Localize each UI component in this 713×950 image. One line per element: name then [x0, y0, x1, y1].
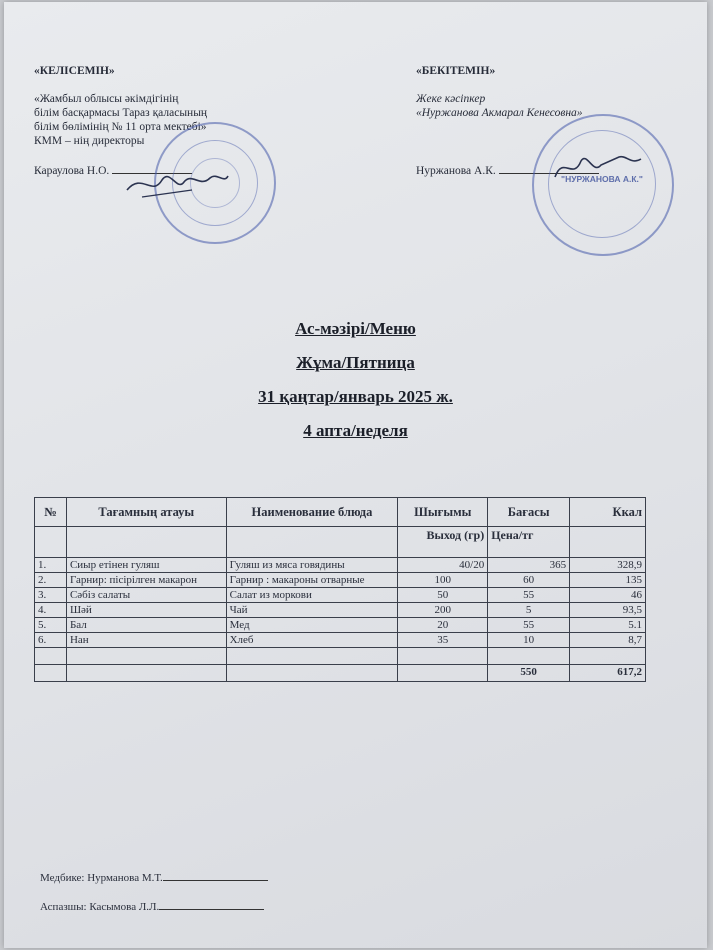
right-signature — [549, 147, 649, 192]
stamp-text: "НУРЖАНОВА А.К." — [561, 174, 643, 184]
dish-kz: Сиыр етінен гуляш — [66, 558, 226, 573]
day-title: Жұма/Пятница — [296, 353, 415, 372]
week-title: 4 апта/неделя — [303, 421, 408, 440]
output-cell: 20 — [398, 618, 488, 633]
kcal-cell: 135 — [570, 573, 646, 588]
row-number: 4. — [35, 603, 67, 618]
org-line-3: білім бөлімінің № 11 орта мектебі» — [34, 121, 207, 133]
org-line-4: КММ – нің директоры — [34, 135, 145, 147]
header-cell: Шығымы — [398, 498, 488, 527]
right-signer: Нуржанова А.К. — [416, 165, 496, 177]
dish-ru: Хлеб — [226, 633, 398, 648]
price-cell: 60 — [488, 573, 570, 588]
subheader-cell: Цена/тг — [488, 527, 570, 558]
output-cell: 40/20 — [398, 558, 488, 573]
kcal-cell: 8,7 — [570, 633, 646, 648]
dish-kz: Сәбіз салаты — [66, 588, 226, 603]
menu-title: Ас-мәзірі/Меню — [295, 319, 416, 338]
header-cell: Бағасы — [488, 498, 570, 527]
cook-label: Аспазшы: Касымова Л.Л. — [40, 901, 160, 913]
role-label: Жеке кәсіпкер — [416, 93, 486, 105]
row-number: 6. — [35, 633, 67, 648]
table-row — [35, 603, 646, 618]
agree-label: «КЕЛІСЕМІН» — [34, 65, 115, 77]
table-subheader-row — [35, 527, 646, 558]
output-cell: 100 — [398, 573, 488, 588]
total-price: 550 — [488, 665, 570, 682]
price-cell: 5 — [488, 603, 570, 618]
kcal-cell: 328,9 — [570, 558, 646, 573]
dish-ru: Гарнир : макароны отварные — [226, 573, 398, 588]
left-signature — [122, 162, 232, 207]
approve-label: «БЕКІТЕМІН» — [416, 65, 496, 77]
subheader-cell: Выход (гр) — [398, 527, 488, 558]
dish-kz: Шәй — [66, 603, 226, 618]
output-cell: 200 — [398, 603, 488, 618]
kcal-cell: 5.1 — [570, 618, 646, 633]
left-signer: Караулова Н.О. — [34, 165, 110, 177]
row-number: 2. — [35, 573, 67, 588]
cook-signature-line — [40, 899, 264, 913]
table-header-row — [35, 498, 646, 527]
header-cell: Ккал — [570, 498, 646, 527]
dish-ru: Салат из моркови — [226, 588, 398, 603]
output-cell: 50 — [398, 588, 488, 603]
table-row — [35, 633, 646, 648]
dish-ru: Гуляш из мяса говядины — [226, 558, 398, 573]
table-row — [35, 558, 646, 573]
row-number: 5. — [35, 618, 67, 633]
title-block — [4, 319, 707, 441]
document-page — [4, 2, 707, 948]
header-cell: № — [35, 498, 67, 527]
table-row — [35, 588, 646, 603]
price-cell: 10 — [488, 633, 570, 648]
row-number: 1. — [35, 558, 67, 573]
org-line-1: «Жамбыл облысы әкімдігінің — [34, 93, 179, 105]
table-row — [35, 573, 646, 588]
nurse-label: Медбике: Нурманова М.Т. — [40, 872, 163, 884]
dish-ru: Мед — [226, 618, 398, 633]
row-number: 3. — [35, 588, 67, 603]
kcal-cell: 93,5 — [570, 603, 646, 618]
nurse-signature-line — [40, 870, 268, 884]
price-cell: 365 — [488, 558, 570, 573]
dish-kz: Нан — [66, 633, 226, 648]
table-row-empty — [35, 648, 646, 665]
price-cell: 55 — [488, 618, 570, 633]
output-cell: 35 — [398, 633, 488, 648]
menu-table — [34, 497, 646, 682]
total-kcal: 617,2 — [570, 665, 646, 682]
org-line-2: білім басқармасы Тараз қаласының — [34, 107, 208, 119]
company-label: «Нуржанова Акмарал Кенесовна» — [416, 107, 583, 119]
dish-kz: Бал — [66, 618, 226, 633]
table-total-row — [35, 665, 646, 682]
date-title: 31 қаңтар/январь 2025 ж. — [258, 387, 453, 406]
header-cell: Тағамның атауы — [66, 498, 226, 527]
price-cell: 55 — [488, 588, 570, 603]
dish-kz: Гарнир: пісірілген макарон — [66, 573, 226, 588]
table-row — [35, 618, 646, 633]
header-cell: Наименование блюда — [226, 498, 398, 527]
dish-ru: Чай — [226, 603, 398, 618]
kcal-cell: 46 — [570, 588, 646, 603]
